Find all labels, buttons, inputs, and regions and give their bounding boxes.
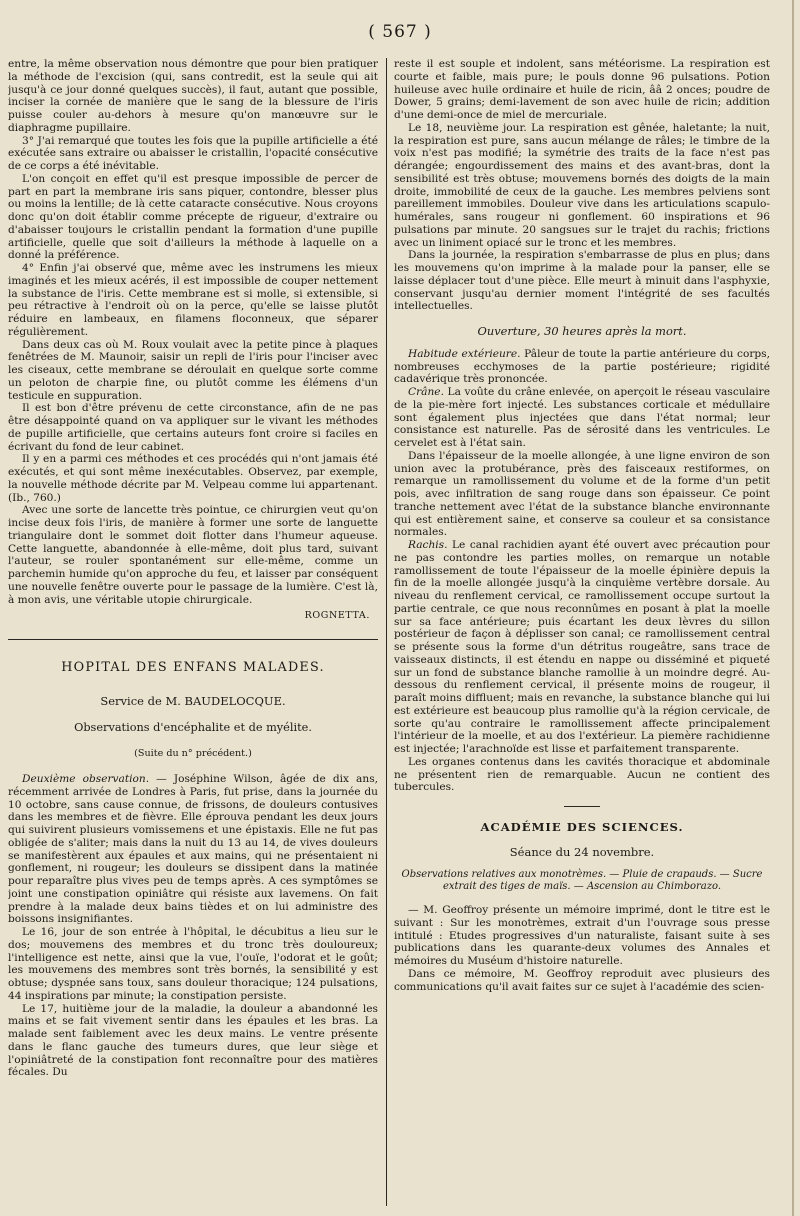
session-heading: Séance du 24 novembre.	[509, 844, 655, 859]
paragraph: Le 16, jour de son entrée à l'hôpital, le décubitus a lieu sur le dos; mouvemens des membres et du tronc très douloureux; l'intelligence est nette, ainsi que la vue, l'ouïe, l'odorat et le goût; les mouvemens des membres sont très bornés, la sensibilité y est obtuse; dyspnée sans toux, sans douleur thoracique; 124 pulsations, 44 inspirations par minute; la constipation persiste.	[8, 926, 378, 1002]
paragraph-lead: Rachis.	[408, 539, 448, 551]
column-divider	[386, 58, 387, 1206]
author-signature: ROGNETTA.	[304, 610, 370, 622]
section-heading: ACADÉMIE DES SCIENCES.	[480, 820, 684, 834]
paragraph: Avec une sorte de lancette très pointue, ce chirurgien veut qu'on incise deux fois l'iris, de manière à former une sorte de languette triangulaire dont le sommet doit flotter dans l'humeur aqueuse. Cette languette, abandonnée à elle-même, doit plus tard, suivant l'auteur, se rouler spontanément sur elle-même, comme un parchemin humide qu'on approche du feu, et laisser par conséquent une nouvelle fenêtre ouverte pour le passage de la lumière. C'est là, à mon avis, une véritable utopie chirurgicale.	[8, 504, 378, 606]
paragraph: entre, la même observation nous démontre que pour bien pratiquer la méthode de l'excision (qui, sans contredit, est la seule qui ait jusqu'à ce jour donné quelques succès), il faut, autant que possible, inciser la cornée de manière que le sang de la blessure de l'iris puisse couler au-dehors à mesure qu'on manœuvre sur le diaphragme pupillaire.	[8, 58, 378, 134]
paragraph-lead: Crâne.	[408, 386, 444, 398]
page-edge	[792, 0, 794, 1216]
paragraph-lead: Deuxième observation.	[22, 773, 150, 785]
paragraph-text: La voûte du crâne enlevée, on aperçoit le réseau vasculaire de la pie-mère fort injecté. Les substances corticale et médullaire sont également plus injectées que dans l'état normal; leur consistance est naturelle. Pas de sérosité dans les ventricules. Le cervelet est à l'état sain.	[394, 386, 770, 449]
right-column	[394, 58, 770, 1208]
paragraph	[394, 539, 770, 756]
paragraph: 3° J'ai remarqué que toutes les fois que la pupille artificielle a été exécutée sans extraire ou abaisser le cristallin, l'opacité consécutive de ce corps a été inévitable.	[8, 134, 378, 172]
left-column	[8, 58, 378, 1208]
paragraph: Le 18, neuvième jour. La respiration est gênée, haletante; la nuit, la respiration est pure, sans aucun mélange de râles; le timbre de la voix n'est pas modifié; la symétrie des traits de la face n'est pas dérangée; engourdissement des mains et des avant-bras, dont la sensibilité est très obtuse; mouvemens bornés des doigts de la main droite, immobilité de ceux de la gauche. Les membres pelviens sont pareillement immobiles. Douleur vive dans les articulations scapulo-humérales, sans rougeur ni gonflement. 60 inspirations et 96 pulsations par minute. 20 sangsues sur le trajet du rachis; frictions avec un liniment opiacé sur le tronc et les membres.	[394, 121, 770, 249]
section-rule	[564, 806, 600, 807]
paragraph: Les organes contenus dans les cavités thoracique et abdominale ne présentent rien de remarquable. Aucun ne contient des tubercules.	[394, 755, 770, 794]
paragraph: Il est bon d'être prévenu de cette circonstance, afin de ne pas être désappointé quand on va appliquer sur le vivant les méthodes de pupille artificielle, que certains auteurs font croire si faciles en écrivant du fond de leur cabinet.	[8, 402, 378, 453]
paragraph	[394, 348, 770, 386]
paragraph: Dans l'épaisseur de la moelle allongée, à une ligne environ de son union avec la protubérance, près des faisceaux restiformes, on remarque un ramollissement du volume et de la forme d'un petit pois, avec infiltration de sang rouge dans son épaisseur. Ce point tranche nettement avec l'état de la substance blanche environnante qui est entièrement saine, et conserve sa couleur et sa consistance normales.	[394, 449, 770, 539]
paragraph: L'on conçoit en effet qu'il est presque impossible de percer de part en part la membrane iris sans piquer, contondre, blesser plus ou moins la lentille; de là cette cataracte consécutive. Nous croyons donc qu'on doit établir comme précepte de rigueur, d'extraire ou d'abaisser toujours le cristallin pendant la formation d'une pupille artificielle, quelle que soit d'ailleurs la méthode à laquelle on a donné la préférence.	[8, 172, 378, 262]
paragraph-text: Le canal rachidien ayant été ouvert avec précaution pour ne pas contondre les parties molles, on remarque un notable ramollissement de toute l'épaisseur de la moelle épinière depuis la fin de la moelle allongée jusqu'à la cinquième vertèbre dorsale. Au niveau du renflement cervical, ce ramollissement occupe surtout la partie centrale, ce que nous reconnûmes en posant à plat la moelle sur sa face antérieure; puis écartant les deux lèvres du sillon postérieur de façon à déplisser son canal; ce ramollissement central se présente sous la forme d'un détritus rougeâtre, sans trace de vaisseaux distincts, il est étendu en nappe ou disséminé et piqueté sur un fond de substance blanche ramollie à un moindre degré. Au-dessous du renflement cervical, il présente moins de rougeur, il paraît moins diffluent; mais en revanche, la substance blanche qui lui est extérieure est beaucoup plus ramollie qu'à la région cervicale, de sorte qu'au contraire le ramollissement affecte principalement l'intérieur de la moelle, et au dos l'extérieur. La piemère rachidienne est injectée; l'arachnoïde est lisse et parfaitement transparente.	[394, 539, 770, 755]
paragraph	[8, 773, 378, 926]
continuation-note: (Suite du n° précédent.)	[134, 748, 252, 760]
paragraph: Dans ce mémoire, M. Geoffroy reproduit avec plusieurs des communications qu'il avait faites sur ce sujet à l'académie des scien-	[394, 967, 770, 993]
paragraph-lead: Habitude extérieure.	[408, 347, 521, 360]
spacer	[394, 313, 770, 319]
paragraph-text: — Joséphine Wilson, âgée de dix ans, récemment arrivée de Londres à Paris, fut prise, dans la journée du 10 octobre, sans cause connue, de frissons, de douleurs contusives dans les membres et de fièvre. Elle éprouva pendant les deux jours qui suivirent plusieurs vomissemens et une épistaxis. Elle ne fut pas obligée de s'aliter; mais dans la nuit du 13 au 14, de vives douleurs se manifestèrent aux épaules et aux mains, qui ne présentaient ni gonflement, ni rougeur; les douleurs se dissipent dans la matinée pour reparaître plus vives peu de temps après. A ces symptômes se joint une constipation opiniâtre qui résiste aux lavemens. On fait prendre à la malade deux bains tièdes et on lui administre des boissons insignifiantes.	[8, 773, 378, 926]
paragraph: Le 17, huitième jour de la maladie, la douleur a abandonné les mains et se fait vivement sentir dans les épaules et les bras. La malade sent faiblement avec les deux mains. Le ventre présente dans le flanc gauche des tumeurs dures, que leur siège et l'opiniâtreté de la constipation font reconnaître pour des matières fécales. Du	[8, 1002, 378, 1079]
session-summary: Observations relatives aux monotrèmes. — Pluie de crapauds. — Sucre extrait des tiges de maïs. — Ascension au Chimborazo.	[401, 868, 763, 893]
section-heading: HOPITAL DES ENFANS MALADES.	[61, 660, 325, 675]
paragraph: Il y en a parmi ces méthodes et ces procédés qui n'ont jamais été exécutés, et qui sont même inexécutables. Observez, par exemple, la nouvelle méthode décrite par M. Velpeau comme lui appartenant. (Ib., 760.)	[8, 453, 378, 504]
paragraph-text: Pâleur de toute la partie antérieure du corps, nombreuses ecchymoses de la partie postérieure; rigidité cadavérique très prononcée.	[394, 347, 770, 386]
paragraph: 4° Enfin j'ai observé que, même avec les instrumens les mieux imaginés et les mieux acérés, il est impossible de couper nettement la substance de l'iris. Cette membrane est si molle, si extensible, si peu rétractive à l'endroit où on la perce, qu'elle se laisse plutôt réduire en lambeaux, en filamens floconneux, que séparer régulièrement.	[8, 262, 378, 338]
paragraph	[394, 386, 770, 450]
paragraph: Dans la journée, la respiration s'embarrasse de plus en plus; dans les mouvemens qu'on imprime à la malade pour la panser, elle se laisse déplacer tout d'une pièce. Elle meurt à minuit dans l'asphyxie, conservant jusqu'au dernier moment l'intégrité de ses facultés intellectuelles.	[394, 249, 770, 313]
paragraph: reste il est souple et indolent, sans météorisme. La respiration est courte et faible, mais pure; le pouls donne 96 pulsations. Potion huileuse avec huile ordinaire et huile de ricin, ââ 2 onces; poudre de Dower, 5 grains; demi-lavement de son avec huile de ricin; addition d'une demi-once de miel de mercuriale.	[394, 58, 770, 121]
heading-rest: 30 heures après la mort.	[540, 324, 687, 338]
paragraph: — M. Geoffroy présente un mémoire imprimé, dont le titre est le suivant : Sur les monotrèmes, extrait d'un l'ouvrage sous presse intitulé : Etudes progressives d'un naturaliste, faisant suite à ses publications dans les quarante-deux volumes des Annales et mémoires du Muséum d'histoire naturelle.	[394, 904, 770, 967]
heading-italic: Ouverture,	[477, 324, 541, 338]
service-heading: Service de M. BAUDELOCQUE.	[100, 693, 286, 708]
subsection-heading	[394, 325, 770, 338]
paragraph: Dans deux cas où M. Roux voulait avec la petite pince à plaques fenêtrées de M. Maunoir, saisir un repli de l'iris pour l'inciser avec les ciseaux, cette membrane se déroulait en quelque sorte comme un peloton de charpie fine, ou plutôt comme les élémens d'un testicule en suppuration.	[8, 338, 378, 402]
article-title: Observations d'encéphalite et de myélite.	[74, 720, 312, 734]
page-number: ( 567 )	[368, 22, 432, 42]
section-rule	[8, 639, 378, 640]
